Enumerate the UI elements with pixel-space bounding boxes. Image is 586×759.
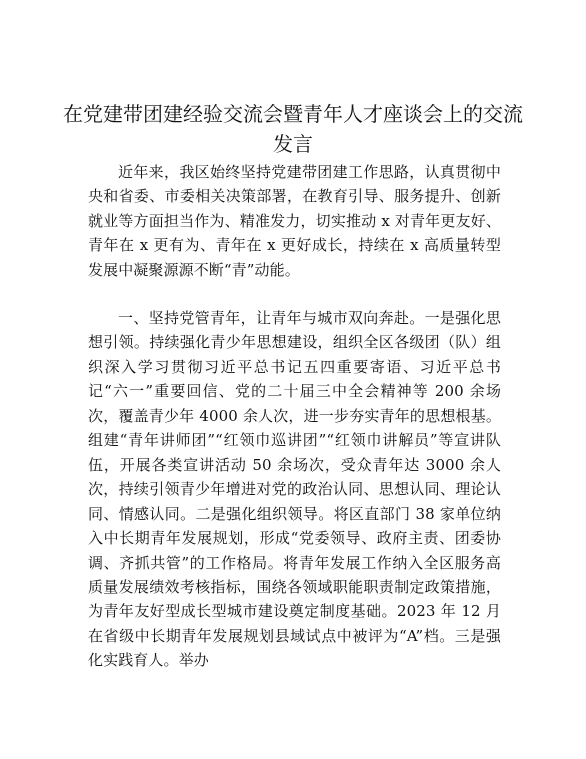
intro-paragraph: 近年来，我区始终坚持党建带团建工作思路，认真贯彻中央和省委、市委相关决策部署，在教育引导、服务提升、创新就业等方面担当作为、精准发力，切实推动 x 对青年更友好、青年在 x 更有为、青年在 x 更好成长，持续在 x 高质量转型发展中凝聚源源不断“青”动能。 — [88, 163, 501, 279]
document-title: 在党建带团建经验交流会暨青年人才座谈会上的交流发言 — [63, 102, 523, 156]
section-one-paragraph: 一、坚持党管青年，让青年与城市双向奔赴。一是强化思想引领。持续强化青少年思想建设，组织全区各级团（队）组织深入学习贯彻习近平总书记五四重要寄语、习近平总书记“六一”重要回信、党的二十届三中全会精神等 200 余场次，覆盖青少年 4000 余人次，进一步夯实青年的思想根基。组建“青年讲师团”“红领巾巡讲团”“红领巾讲解员”等宣讲队伍，开展各类宣讲活动 50 余场次，受众青年达 3000 余人次，持续引领青少年增进对党的政治认同、思想认同、理论认同、情感认同。二是强化组织领导。将区直部门 38 家单位纳入中长期青年发展规划，形成“党委领导、政府主责、团委协调、齐抓共管”的工作格局。将青年发展工作纳入全区服务高质量发展绩效考核指标，围绕各领域职能职责制定政策措施，为青年友好型成长型城市建设奠定制度基础。2023 年 12 月在省级中长期青年发展规划县域试点中被评为“A”档。三是强化实践育人。举办 — [88, 309, 501, 670]
